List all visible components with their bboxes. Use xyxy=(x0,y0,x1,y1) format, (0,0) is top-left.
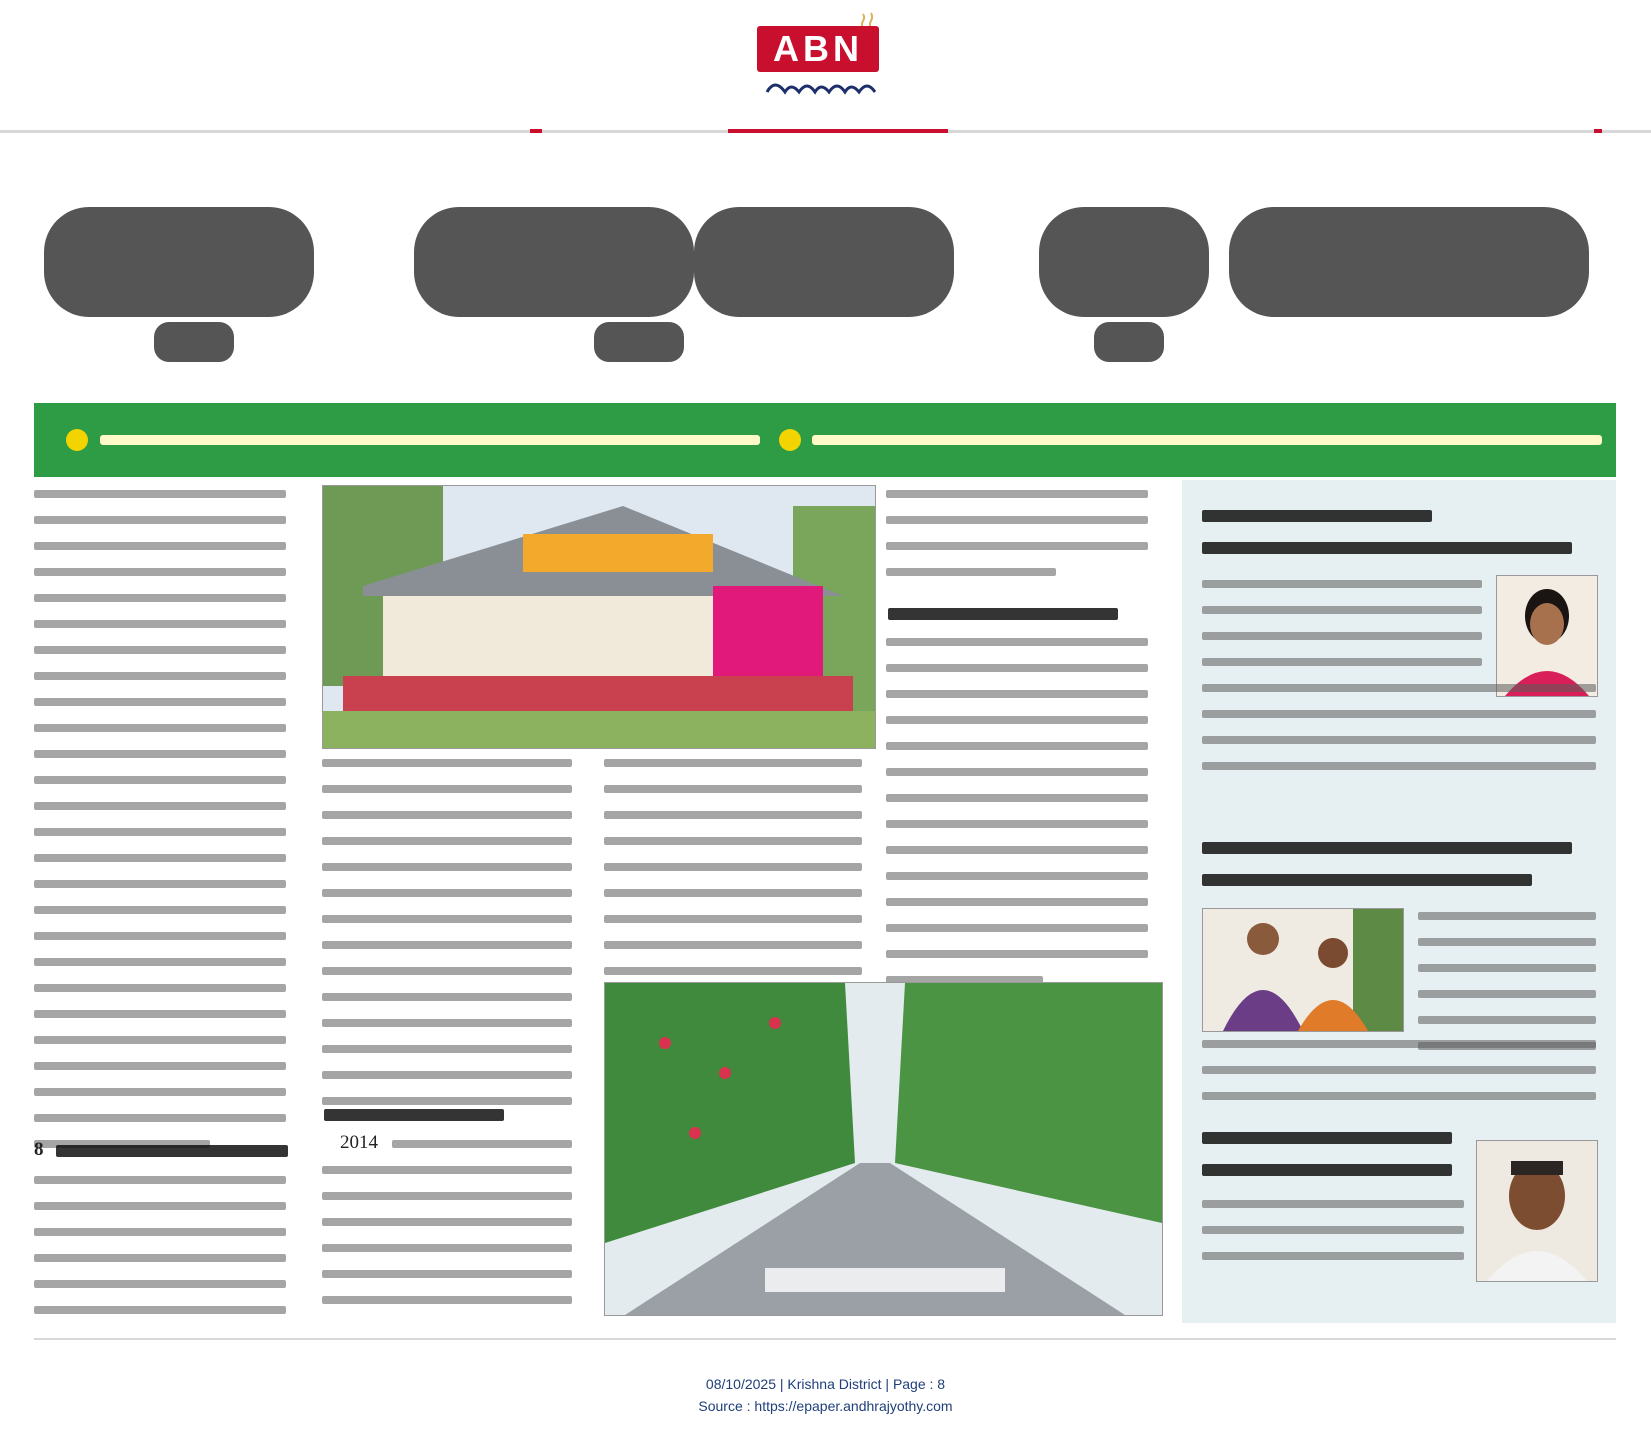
sidebar-heading-1 xyxy=(1202,510,1432,522)
sidebar-panel xyxy=(1182,480,1616,1323)
subhead-col1 xyxy=(34,1139,294,1163)
highlight-1 xyxy=(100,435,760,445)
bottom-rule xyxy=(34,1338,1616,1340)
photo-sarpanch xyxy=(1496,575,1598,697)
sidebar-name-3 xyxy=(1202,1164,1452,1176)
highlights-banner xyxy=(34,403,1616,477)
rule-accent xyxy=(530,129,542,133)
building-image xyxy=(323,486,875,748)
sidebar-heading-3 xyxy=(1202,1132,1452,1144)
photo-secretary xyxy=(1476,1140,1598,1282)
article-column-1 xyxy=(34,490,286,1166)
bullet-icon xyxy=(779,429,801,451)
sidebar-heading-2 xyxy=(1202,842,1572,854)
article-column-1-cont xyxy=(34,1176,286,1332)
subhead-col2 xyxy=(324,1109,504,1121)
sidebar-name-1 xyxy=(1202,542,1572,554)
photo-road xyxy=(604,982,1163,1316)
photo-doctors xyxy=(1202,908,1404,1032)
points-number: 8 xyxy=(34,1139,44,1160)
photo-building xyxy=(322,485,876,749)
road-image xyxy=(605,983,1162,1315)
year-number: 2014 xyxy=(340,1132,378,1153)
article-column-4 xyxy=(886,490,1148,594)
highlight-2 xyxy=(812,435,1602,445)
article-column-4-cont xyxy=(886,638,1148,1002)
rule-accent xyxy=(1594,129,1602,133)
article-column-2 xyxy=(322,759,572,1123)
headline xyxy=(34,152,1616,377)
sidebar-name-2 xyxy=(1202,874,1532,886)
article-column-2-cont xyxy=(322,1130,572,1330)
logo-subtitle xyxy=(765,76,885,98)
footer-date: 08/10/2025 | Krishna District | Page : 8 xyxy=(705,1376,946,1392)
masthead-logo xyxy=(757,20,917,105)
logo-text: ABN xyxy=(757,26,879,72)
article-column-3 xyxy=(604,759,862,1019)
footer-source: Source : https://epaper.andhrajyothy.com xyxy=(698,1398,953,1414)
rule-accent xyxy=(728,129,948,133)
subhead-col4 xyxy=(888,608,1118,620)
bullet-icon xyxy=(66,429,88,451)
